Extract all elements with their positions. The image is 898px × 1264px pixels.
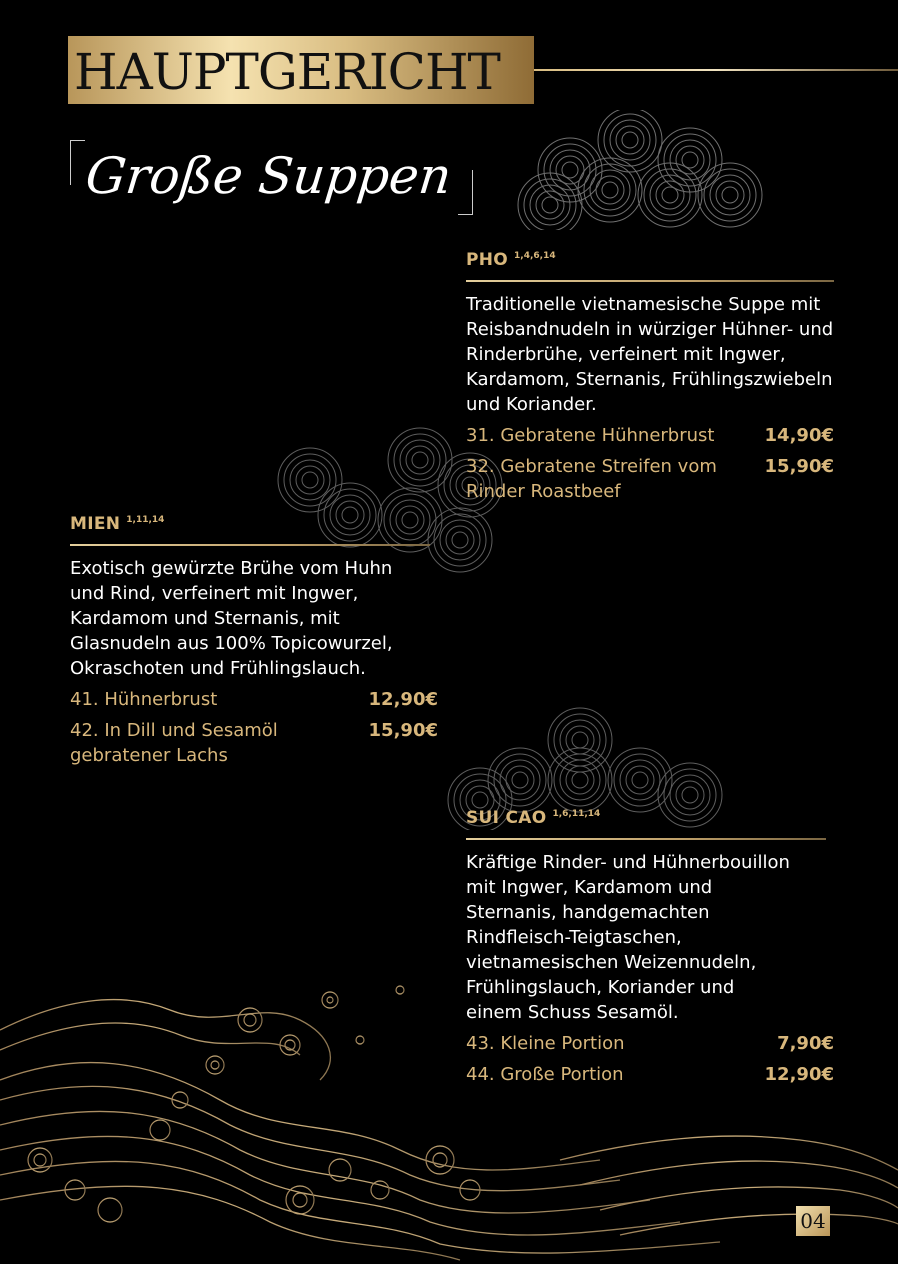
section-bracket-left bbox=[70, 140, 85, 185]
menu-option bbox=[70, 687, 438, 712]
page-title: HAUPTGERICHT bbox=[74, 43, 500, 101]
option-price: 15,90€ bbox=[368, 720, 438, 741]
option-label: 44. Große Portion bbox=[466, 1064, 624, 1085]
wave-pattern-decoration-top bbox=[490, 110, 780, 230]
dish-divider bbox=[70, 544, 430, 546]
dish-header bbox=[466, 248, 834, 276]
dish-header bbox=[466, 806, 834, 834]
dish-description: Exotisch gewürzte Brühe vom Huhn und Rind, verfeinert mit Ingwer, Kardamom und Sternanis, mit Glasnudeln aus 100% Topicowurzel, Okraschoten und Frühlingslauch. bbox=[70, 558, 393, 679]
menu-option bbox=[70, 718, 438, 768]
dish-divider bbox=[466, 838, 826, 840]
menu-option bbox=[466, 454, 834, 504]
option-price: 7,90€ bbox=[777, 1033, 834, 1054]
option-price: 14,90€ bbox=[764, 425, 834, 446]
dish-allergens: 1,4,6,14 bbox=[514, 251, 556, 261]
dish-header bbox=[70, 512, 438, 540]
dish-sui-cao bbox=[466, 806, 834, 1087]
dish-mien bbox=[70, 512, 438, 768]
option-label: 41. Hühnerbrust bbox=[70, 689, 218, 710]
option-label: 43. Kleine Portion bbox=[466, 1033, 625, 1054]
dish-description: Traditionelle vietnamesische Suppe mit Reisbandnudeln in würziger Hühner- und Rinderbrühe, verfeinert mit Ingwer, Kardamom, Sternanis, Frühlingszwiebeln und Koriander. bbox=[466, 294, 834, 415]
section-bracket-right bbox=[458, 170, 473, 215]
dish-pho bbox=[466, 248, 834, 504]
menu-option bbox=[466, 1062, 834, 1087]
dish-description: Kräftige Rinder- und Hühnerbouillon mit Ingwer, Kardamom und Sternanis, handgemachten Rindfleisch-Teigtaschen, vietnamesischen Weizennudeln, Frühlingslauch, Koriander und einem Schuss Sesamöl. bbox=[466, 852, 790, 1023]
page-number: 04 bbox=[796, 1206, 830, 1236]
menu-option bbox=[466, 1031, 834, 1056]
dish-name: SUI CAO bbox=[466, 808, 547, 828]
option-label: 32. Gebratene Streifen vom Rinder Roastbeef bbox=[466, 456, 717, 502]
dish-allergens: 1,6,11,14 bbox=[552, 809, 601, 819]
dish-divider bbox=[466, 280, 834, 282]
option-price: 12,90€ bbox=[764, 1064, 834, 1085]
option-label: 31. Gebratene Hühnerbrust bbox=[466, 425, 715, 446]
dish-name: PHO bbox=[466, 250, 509, 270]
header-divider bbox=[534, 69, 898, 71]
menu-option bbox=[466, 423, 834, 448]
section-title: Große Suppen bbox=[82, 147, 455, 205]
dish-name: MIEN bbox=[70, 514, 121, 534]
dish-allergens: 1,11,14 bbox=[126, 515, 165, 525]
option-label: 42. In Dill und Sesamöl gebratener Lachs bbox=[70, 720, 278, 766]
option-price: 15,90€ bbox=[764, 456, 834, 477]
option-price: 12,90€ bbox=[368, 689, 438, 710]
